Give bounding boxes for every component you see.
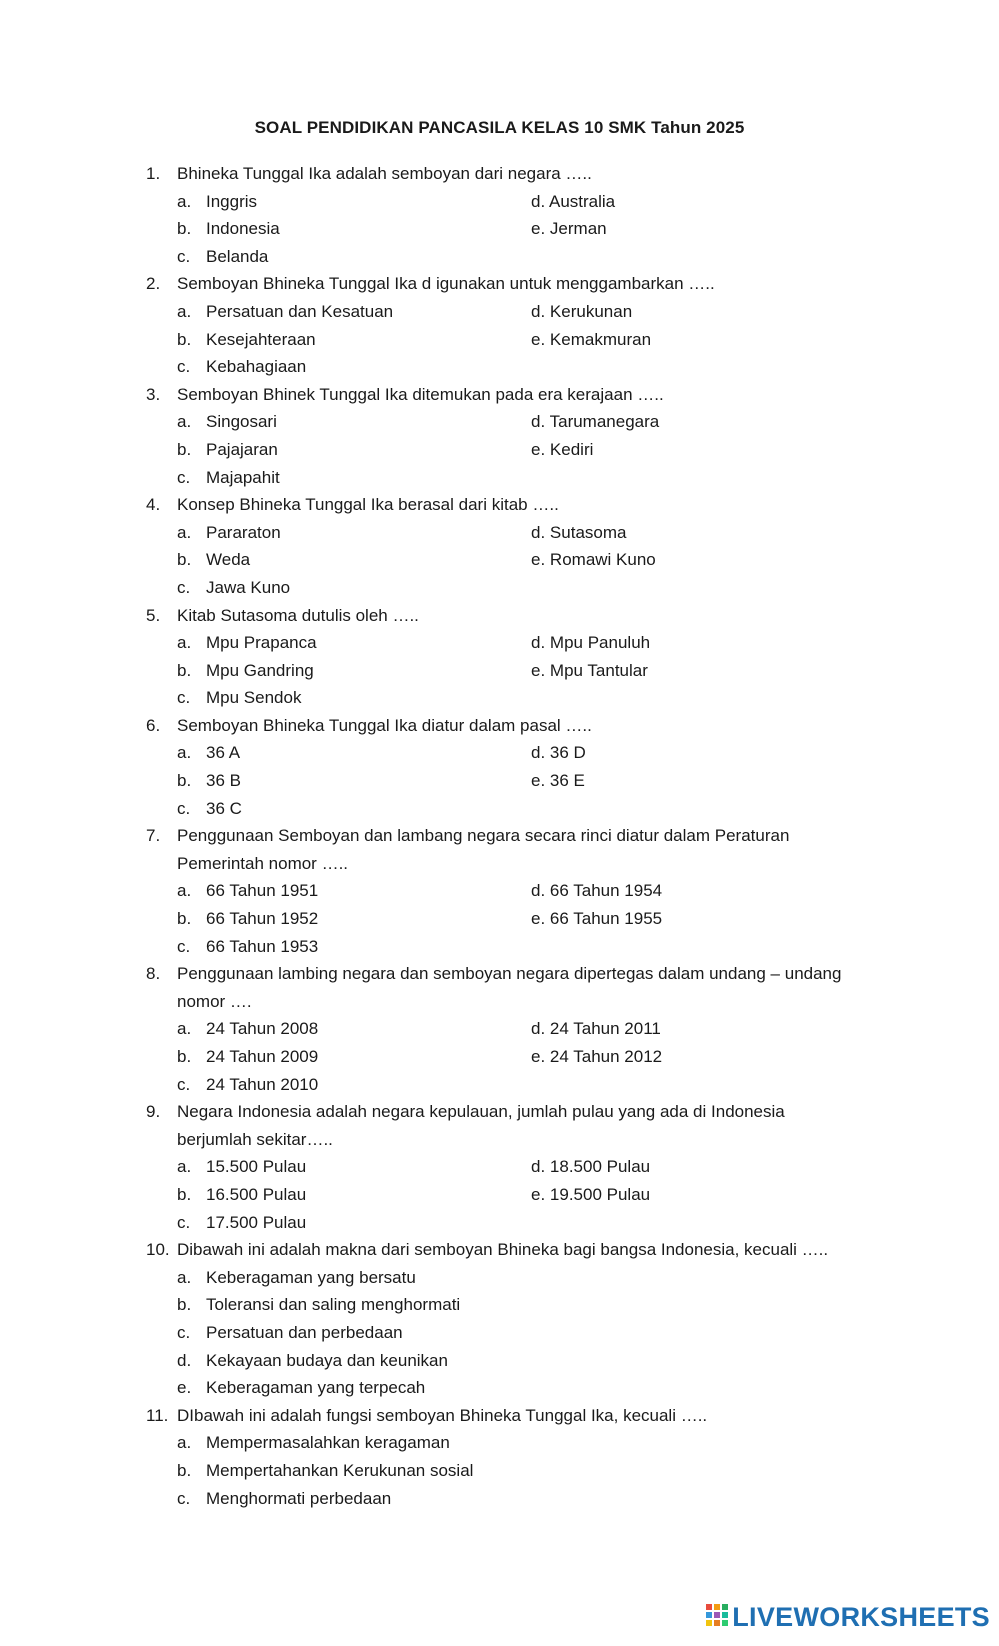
answer-option[interactable] xyxy=(177,243,268,271)
option-letter: e. xyxy=(531,329,546,349)
option-label: Keberagaman yang terpecah xyxy=(206,1378,426,1398)
option-row xyxy=(0,1291,999,1319)
answer-option[interactable] xyxy=(531,739,586,767)
answer-option[interactable] xyxy=(177,795,242,823)
option-letter: c. xyxy=(177,467,191,487)
option-letter: c. xyxy=(177,357,191,377)
question-text: berjumlah sekitar….. xyxy=(177,1129,333,1149)
option-letter: b. xyxy=(177,771,192,791)
question-item xyxy=(0,381,999,491)
option-letter: d. xyxy=(177,1350,192,1370)
question-text-line xyxy=(0,602,999,630)
option-row xyxy=(0,657,999,685)
option-row xyxy=(0,795,999,823)
option-label: 66 Tahun 1954 xyxy=(549,881,663,901)
option-letter: d. xyxy=(531,412,546,432)
question-number: 9. xyxy=(146,1102,161,1122)
option-letter: d. xyxy=(531,881,546,901)
option-letter: b. xyxy=(177,1184,192,1204)
question-item xyxy=(0,822,999,960)
option-row xyxy=(0,298,999,326)
option-letter: c. xyxy=(177,936,191,956)
question-text: Semboyan Bhineka Tunggal Ika d igunakan untuk menggambarkan ….. xyxy=(177,274,715,294)
option-label: 36 C xyxy=(206,798,242,818)
option-letter: d. xyxy=(531,743,546,763)
option-row xyxy=(0,933,999,961)
option-letter: c. xyxy=(177,246,191,266)
option-letter: c. xyxy=(177,1488,191,1508)
option-row xyxy=(0,1485,999,1513)
answer-option[interactable] xyxy=(531,215,607,243)
option-label: Mpu Panuluh xyxy=(549,633,651,653)
option-letter: a. xyxy=(177,1157,192,1177)
option-letter: e. xyxy=(531,1184,546,1204)
option-label: Kekayaan budaya dan keunikan xyxy=(206,1350,448,1370)
answer-option[interactable] xyxy=(531,629,650,657)
option-label: Kemakmuran xyxy=(549,329,652,349)
option-letter: a. xyxy=(177,633,192,653)
option-label: 36 B xyxy=(206,771,241,791)
question-text: Dibawah ini adalah makna dari semboyan Bhineka bagi bangsa Indonesia, kecuali ….. xyxy=(177,1240,829,1260)
question-text: DIbawah ini adalah fungsi semboyan Bhineka Tunggal Ika, kecuali ….. xyxy=(177,1405,708,1425)
answer-option[interactable] xyxy=(177,1347,448,1375)
option-label: Kebahagiaan xyxy=(206,357,307,377)
option-letter: d. xyxy=(531,633,546,653)
answer-option[interactable] xyxy=(531,408,659,436)
question-number: 1. xyxy=(146,164,161,183)
option-letter: e. xyxy=(177,1378,192,1398)
answer-option[interactable] xyxy=(177,1015,318,1043)
option-label: Kerukunan xyxy=(549,301,633,321)
question-number: 8. xyxy=(146,964,161,984)
answer-option[interactable] xyxy=(177,519,281,547)
question-text: Pemerintah nomor ….. xyxy=(177,853,349,873)
answer-option[interactable] xyxy=(177,1043,318,1071)
option-row xyxy=(0,877,999,905)
option-row xyxy=(0,739,999,767)
question-text: Bhineka Tunggal Ika adalah semboyan dari negara ….. xyxy=(177,164,592,183)
option-label: Keberagaman yang bersatu xyxy=(206,1267,416,1287)
option-letter: e. xyxy=(531,550,546,570)
answer-option[interactable] xyxy=(177,436,278,464)
option-label: 36 E xyxy=(549,771,585,791)
option-row xyxy=(0,436,999,464)
option-letter: a. xyxy=(177,301,192,321)
option-row xyxy=(0,629,999,657)
answer-option[interactable] xyxy=(177,408,277,436)
option-label: 17.500 Pulau xyxy=(206,1212,307,1232)
option-label: 36 D xyxy=(549,743,586,763)
option-letter: c. xyxy=(177,688,191,708)
option-row xyxy=(0,519,999,547)
answer-option[interactable] xyxy=(531,326,651,354)
option-row xyxy=(0,1209,999,1237)
question-text: Semboyan Bhinek Tunggal Ika ditemukan pada era kerajaan ….. xyxy=(177,384,664,404)
answer-option[interactable] xyxy=(531,436,593,464)
option-row xyxy=(0,215,999,243)
answer-option[interactable] xyxy=(177,905,318,933)
answer-option[interactable] xyxy=(531,519,626,547)
answer-option[interactable] xyxy=(531,905,662,933)
option-label: 18.500 Pulau xyxy=(549,1157,651,1177)
option-letter: a. xyxy=(177,191,192,211)
option-letter: c. xyxy=(177,577,191,597)
option-label: Singosari xyxy=(206,412,277,432)
option-row xyxy=(0,574,999,602)
option-letter: a. xyxy=(177,522,192,542)
question-text-line xyxy=(0,491,999,519)
question-text-line xyxy=(0,1402,999,1430)
option-row xyxy=(0,1153,999,1181)
option-row xyxy=(0,1374,999,1402)
option-row xyxy=(0,1347,999,1375)
option-letter: a. xyxy=(177,1019,192,1039)
option-label: 66 Tahun 1955 xyxy=(549,909,663,929)
answer-option[interactable] xyxy=(177,767,241,795)
question-text-line xyxy=(0,822,999,850)
answer-option[interactable] xyxy=(177,353,306,381)
question-text-line xyxy=(0,1098,999,1126)
option-letter: d. xyxy=(531,301,546,321)
option-label: 24 Tahun 2009 xyxy=(206,1047,319,1066)
answer-option[interactable] xyxy=(177,1374,425,1402)
option-label: 24 Tahun 2012 xyxy=(549,1047,663,1066)
option-row xyxy=(0,1319,999,1347)
option-label: 19.500 Pulau xyxy=(549,1184,651,1204)
option-letter: e. xyxy=(531,439,546,459)
answer-option[interactable] xyxy=(177,1485,391,1513)
question-item xyxy=(0,960,999,1098)
option-row xyxy=(0,464,999,492)
question-text: Negara Indonesia adalah negara kepulauan, jumlah pulau yang ada di Indonesia xyxy=(177,1102,785,1122)
answer-option[interactable] xyxy=(177,326,316,354)
option-label: Australia xyxy=(548,191,616,211)
option-label: Mempertahankan Kerukunan sosial xyxy=(206,1460,474,1480)
option-label: 16.500 Pulau xyxy=(206,1184,307,1204)
option-label: 36 A xyxy=(206,743,241,763)
option-letter: e. xyxy=(531,219,546,239)
option-letter: b. xyxy=(177,550,192,570)
answer-option[interactable] xyxy=(177,1264,416,1292)
option-label: Inggris xyxy=(206,191,258,211)
question-text: Penggunaan Semboyan dan lambang negara secara rinci diatur dalam Peraturan xyxy=(177,826,790,846)
option-letter: d. xyxy=(531,1157,546,1177)
answer-option[interactable] xyxy=(531,877,662,905)
option-label: Persatuan dan Kesatuan xyxy=(206,301,394,321)
option-letter: c. xyxy=(177,1074,191,1094)
option-row xyxy=(0,1181,999,1209)
question-text-line xyxy=(0,381,999,409)
answer-option[interactable] xyxy=(531,1181,650,1209)
answer-option[interactable] xyxy=(531,1043,662,1071)
option-label: Pajajaran xyxy=(206,439,278,459)
option-label: Jawa Kuno xyxy=(206,577,291,597)
answer-option[interactable] xyxy=(177,1153,306,1181)
option-row xyxy=(0,684,999,712)
question-number: 7. xyxy=(146,826,161,846)
option-row xyxy=(0,546,999,574)
answer-option[interactable] xyxy=(177,1209,306,1237)
option-letter: e. xyxy=(531,660,546,680)
option-row xyxy=(0,905,999,933)
question-number: 2. xyxy=(146,274,161,294)
option-label: Belanda xyxy=(206,246,269,266)
answer-option[interactable] xyxy=(177,877,318,905)
question-text: Semboyan Bhineka Tunggal Ika diatur dalam pasal ….. xyxy=(177,715,592,735)
question-text-line xyxy=(0,1236,999,1264)
option-label: 66 Tahun 1952 xyxy=(206,909,319,929)
answer-option[interactable] xyxy=(177,215,280,243)
question-text-line xyxy=(0,270,999,298)
question-number: 6. xyxy=(146,715,161,735)
option-letter: b. xyxy=(177,329,192,349)
option-label: 24 Tahun 2011 xyxy=(549,1019,661,1039)
option-letter: d. xyxy=(531,522,546,542)
answer-option[interactable] xyxy=(531,298,632,326)
question-text-line xyxy=(0,850,999,878)
question-text-line xyxy=(0,1126,999,1154)
liveworksheets-wordmark: LIVEWORKSHEETS xyxy=(732,1601,990,1632)
answer-option[interactable] xyxy=(177,1291,460,1319)
option-label: 24 Tahun 2008 xyxy=(206,1019,319,1039)
question-text: Penggunaan lambing negara dan semboyan negara dipertegas dalam undang – undang xyxy=(177,964,842,984)
option-label: Mpu Tantular xyxy=(549,660,648,680)
option-row xyxy=(0,408,999,436)
option-label: 15.500 Pulau xyxy=(206,1157,307,1177)
question-item xyxy=(0,491,999,601)
answer-option[interactable] xyxy=(177,298,393,326)
answer-option[interactable] xyxy=(177,1429,450,1457)
answer-option[interactable] xyxy=(531,767,585,795)
question-item xyxy=(0,712,999,822)
answer-option[interactable] xyxy=(177,1181,306,1209)
option-letter: b. xyxy=(177,439,192,459)
option-row xyxy=(0,767,999,795)
answer-option[interactable] xyxy=(177,464,280,492)
question-text: Konsep Bhineka Tunggal Ika berasal dari kitab ….. xyxy=(177,495,559,515)
page-title: SOAL PENDIDIKAN PANCASILA KELAS 10 SMK Tahun 2025 xyxy=(254,118,745,137)
option-letter: c. xyxy=(177,798,191,818)
option-letter: e. xyxy=(531,909,546,929)
option-label: Jerman xyxy=(549,219,607,239)
option-label: Menghormati perbedaan xyxy=(206,1488,392,1508)
option-label: Indonesia xyxy=(206,219,280,239)
answer-option[interactable] xyxy=(177,188,257,216)
option-row xyxy=(0,1264,999,1292)
option-label: Tarumanegara xyxy=(549,412,660,432)
answer-option[interactable] xyxy=(177,684,301,712)
answer-option[interactable] xyxy=(177,1071,318,1099)
question-item xyxy=(0,1402,999,1512)
option-label: Kediri xyxy=(549,439,594,459)
option-letter: a. xyxy=(177,1433,192,1453)
option-row xyxy=(0,1071,999,1099)
option-letter: b. xyxy=(177,1460,192,1480)
question-number: 4. xyxy=(146,495,161,515)
option-label: Mpu Gandring xyxy=(206,660,314,680)
option-label: Persatuan dan perbedaan xyxy=(206,1322,403,1342)
option-label: Romawi Kuno xyxy=(549,550,656,570)
option-label: 66 Tahun 1953 xyxy=(206,936,319,956)
question-number: 5. xyxy=(146,605,161,625)
question-text-line xyxy=(0,960,999,988)
option-label: Mpu Prapanca xyxy=(206,633,317,653)
answer-option[interactable] xyxy=(531,1153,650,1181)
question-number: 3. xyxy=(146,384,161,404)
option-label: 24 Tahun 2010 xyxy=(206,1074,319,1094)
option-letter: d. xyxy=(531,191,546,211)
answer-option[interactable] xyxy=(531,188,615,216)
option-row xyxy=(0,1429,999,1457)
answer-option[interactable] xyxy=(531,657,648,685)
option-letter: a. xyxy=(177,743,192,763)
question-text-line xyxy=(0,712,999,740)
answer-option[interactable] xyxy=(177,657,314,685)
question-item xyxy=(0,160,999,270)
option-letter: b. xyxy=(177,1295,192,1315)
option-label: Majapahit xyxy=(206,467,280,487)
answer-option[interactable] xyxy=(177,1457,473,1485)
option-row xyxy=(0,353,999,381)
option-label: Mempermasalahkan keragaman xyxy=(206,1433,450,1453)
question-item xyxy=(0,270,999,380)
option-label: Toleransi dan saling menghormati xyxy=(206,1295,461,1315)
option-letter: a. xyxy=(177,1267,192,1287)
question-text-line xyxy=(0,988,999,1016)
option-letter: c. xyxy=(177,1212,191,1232)
answer-option[interactable] xyxy=(177,933,318,961)
answer-option[interactable] xyxy=(177,629,317,657)
option-letter: e. xyxy=(531,1047,546,1066)
answer-option[interactable] xyxy=(531,546,656,574)
question-number: 11. xyxy=(146,1405,169,1425)
option-letter: b. xyxy=(177,219,192,239)
answer-option[interactable] xyxy=(177,546,250,574)
option-letter: e. xyxy=(531,771,546,791)
option-row xyxy=(0,1015,999,1043)
option-letter: c. xyxy=(177,1322,191,1342)
option-row xyxy=(0,188,999,216)
option-letter: d. xyxy=(531,1019,546,1039)
option-letter: b. xyxy=(177,1047,192,1066)
option-letter: a. xyxy=(177,412,192,432)
option-letter: b. xyxy=(177,909,192,929)
option-row xyxy=(0,1457,999,1485)
option-label: 66 Tahun 1951 xyxy=(206,881,319,901)
option-label: Pararaton xyxy=(206,522,281,542)
liveworksheets-logo-icon xyxy=(706,1604,728,1630)
question-text: Kitab Sutasoma dutulis oleh ….. xyxy=(177,605,419,625)
question-list xyxy=(0,160,999,1512)
question-item xyxy=(0,602,999,712)
answer-option[interactable] xyxy=(177,1319,403,1347)
option-letter: b. xyxy=(177,660,192,680)
option-row xyxy=(0,1043,999,1071)
option-label: Mpu Sendok xyxy=(206,688,302,708)
question-number: 10. xyxy=(146,1240,170,1260)
question-text-line xyxy=(0,160,999,188)
option-letter: a. xyxy=(177,881,192,901)
answer-option[interactable] xyxy=(177,739,240,767)
option-label: Weda xyxy=(206,550,251,570)
option-row xyxy=(0,243,999,271)
question-item xyxy=(0,1098,999,1236)
question-item xyxy=(0,1236,999,1402)
option-label: Sutasoma xyxy=(549,522,627,542)
option-label: Kesejahteraan xyxy=(206,329,316,349)
liveworksheets-watermark xyxy=(706,1602,990,1632)
answer-option[interactable] xyxy=(531,1015,661,1043)
answer-option[interactable] xyxy=(177,574,290,602)
question-text: nomor …. xyxy=(177,991,252,1011)
option-row xyxy=(0,326,999,354)
